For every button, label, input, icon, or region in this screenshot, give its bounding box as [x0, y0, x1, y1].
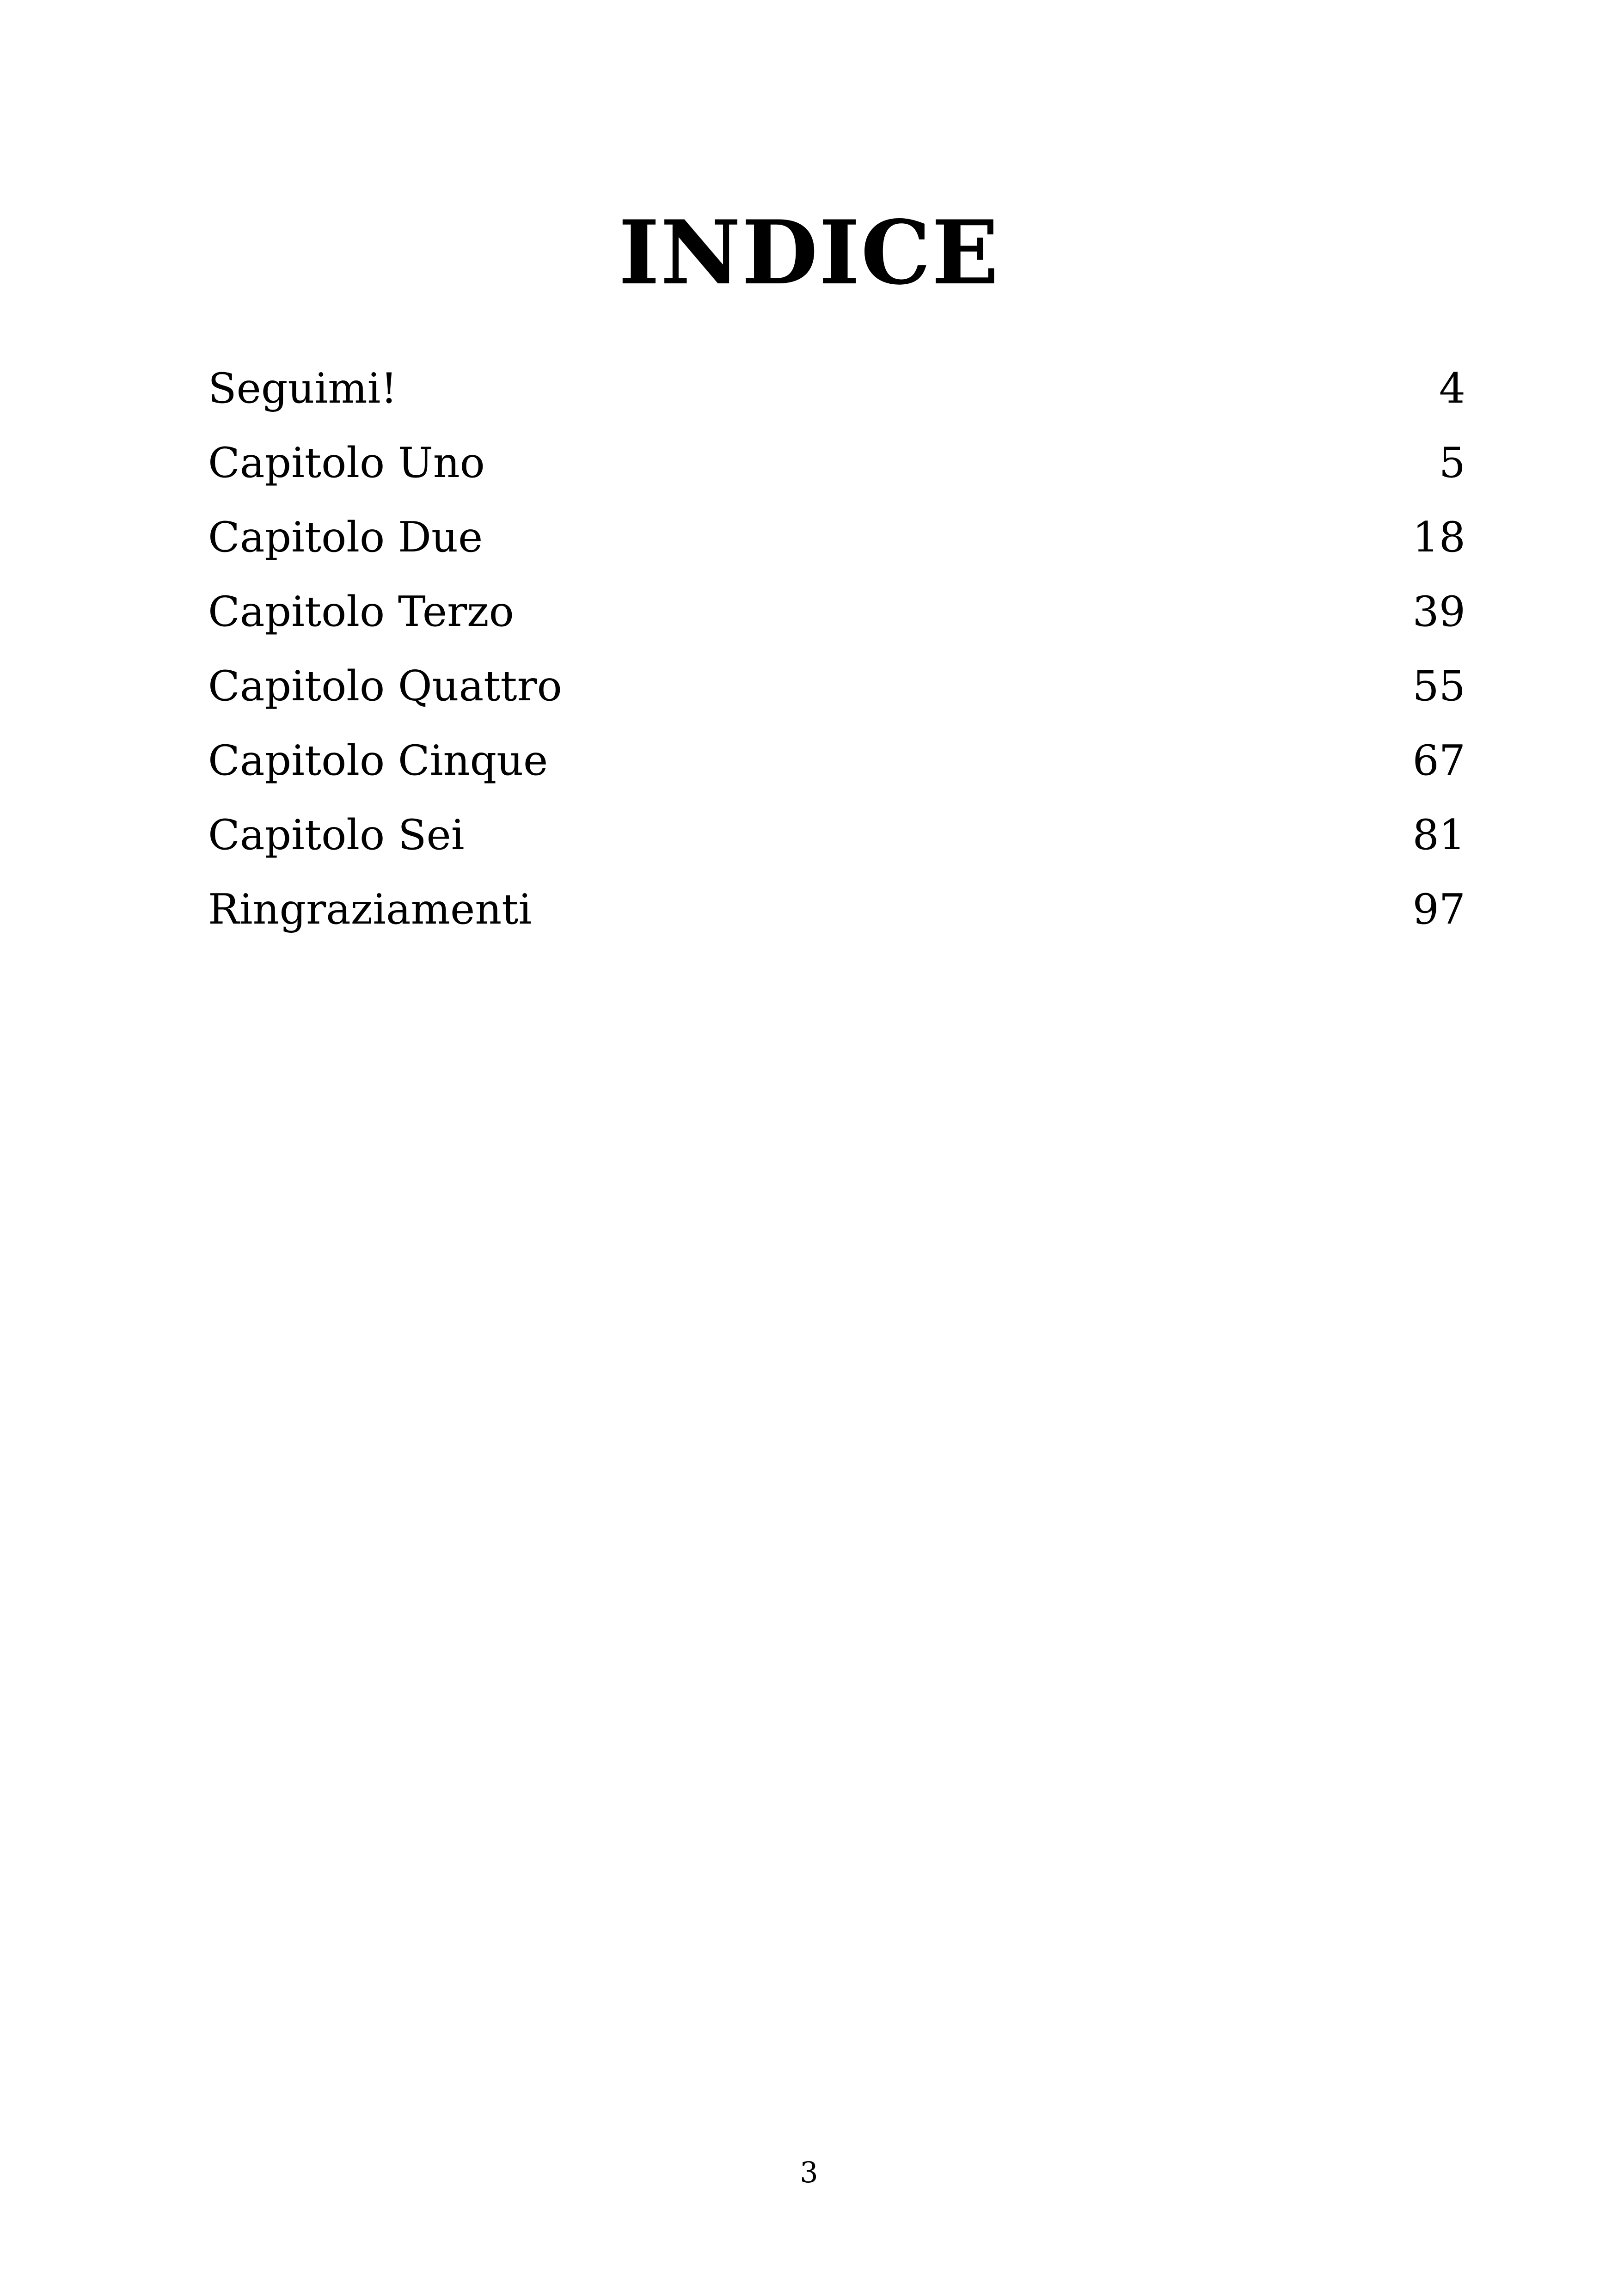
toc-entry-label: Capitolo Cinque	[208, 736, 548, 785]
toc-entry-page: 67	[1412, 736, 1465, 785]
toc-entry-capitolo-cinque	[208, 723, 1465, 798]
page-title: INDICE	[618, 201, 1000, 305]
table-of-contents	[208, 351, 1465, 947]
toc-entry-capitolo-quattro	[208, 649, 1465, 723]
toc-entry-label: Capitolo Due	[208, 513, 483, 562]
toc-entry-seguimi	[208, 351, 1465, 426]
toc-entry-label: Capitolo Sei	[208, 811, 465, 859]
toc-entry-page: 81	[1412, 811, 1465, 859]
toc-entry-label: Capitolo Quattro	[208, 662, 562, 710]
toc-entry-page: 55	[1412, 662, 1465, 710]
toc-entry-page: 5	[1439, 439, 1465, 487]
toc-entry-capitolo-terzo	[208, 575, 1465, 649]
toc-entry-page: 4	[1439, 364, 1465, 413]
toc-entry-ringraziamenti	[208, 872, 1465, 947]
toc-entry-capitolo-due	[208, 500, 1465, 575]
toc-entry-page: 39	[1412, 588, 1465, 636]
toc-entry-label: Capitolo Terzo	[208, 588, 514, 636]
toc-entry-label: Capitolo Uno	[208, 439, 485, 487]
toc-entry-label: Seguimi!	[208, 364, 398, 413]
toc-entry-page: 18	[1412, 513, 1465, 562]
page-number: 3	[800, 2155, 818, 2189]
toc-entry-page: 97	[1412, 885, 1465, 934]
toc-entry-label: Ringraziamenti	[208, 885, 532, 934]
toc-entry-capitolo-uno	[208, 426, 1465, 500]
toc-entry-capitolo-sei	[208, 798, 1465, 872]
